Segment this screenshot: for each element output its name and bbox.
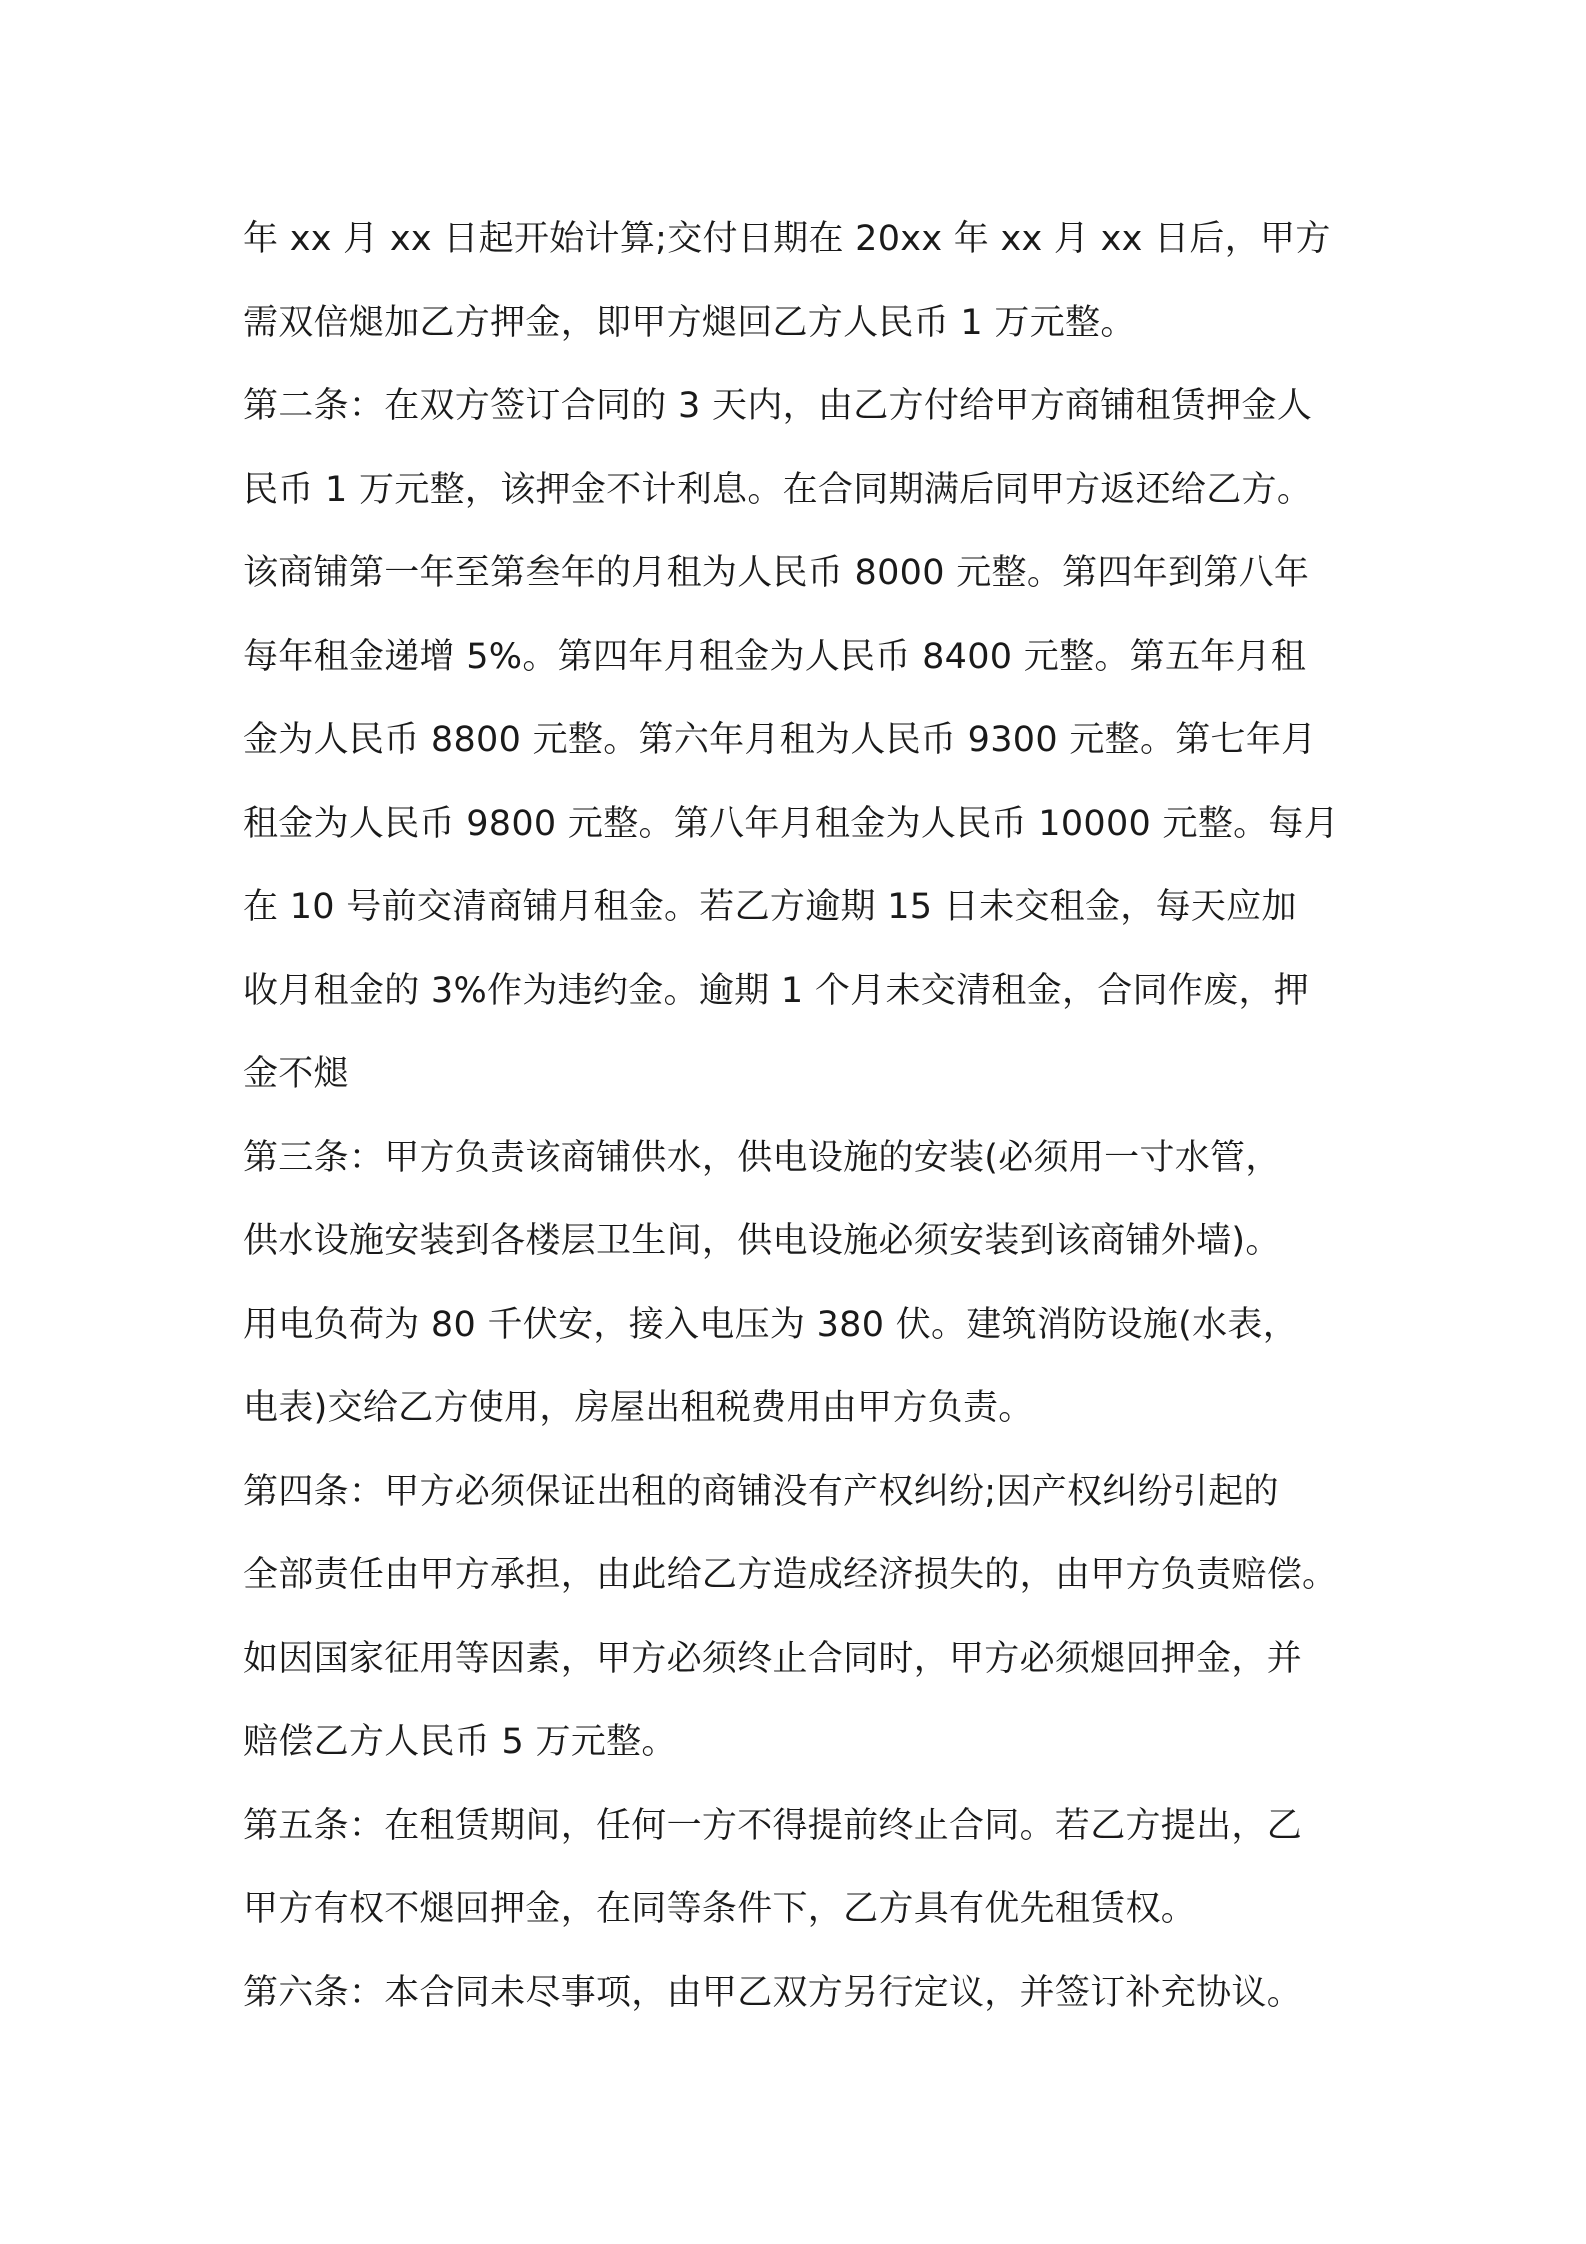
- text-line: 全部责任由甲方承担，由此给乙方造成经济损失的，由甲方负责赔偿。: [243, 1555, 1338, 1595]
- article-6-line: 第六条：本合同未尽事项，由甲乙双方另行定议，并签订补充协议。: [243, 1972, 1303, 2013]
- text-line: 每年租金递增 5%。第四年月租金为人民币 8400 元整。第五年月租: [243, 636, 1307, 677]
- text-line: 电表)交给乙方使用，房屋出租税费用由甲方负责。: [243, 1388, 1034, 1428]
- text-line: 该商铺第一年至第叁年的月租为人民币 8000 元整。第四年到第八年: [243, 553, 1310, 593]
- text-line: 民币 1 万元整，该押金不计利息。在合同期满后同甲方返还给乙方。: [243, 469, 1313, 510]
- article-4-line: 第四条：甲方必须保证出租的商铺没有产权纠纷;因产权纠纷引起的: [243, 1471, 1279, 1512]
- text-line: 用电负荷为 80 千伏安，接入电压为 380 伏。建筑消防设施(水表，: [243, 1304, 1298, 1345]
- text-line: 需双倍煺加乙方押金，即甲方煺回乙方人民币 1 万元整。: [243, 302, 1136, 343]
- text-line: 租金为人民币 9800 元整。第八年月租金为人民币 10000 元整。每月: [243, 803, 1340, 844]
- text-line: 甲方有权不煺回押金，在同等条件下，乙方具有优先租赁权。: [243, 1889, 1197, 1929]
- article-3-line: 第三条：甲方负责该商铺供水，供电设施的安装(必须用一寸水管，: [243, 1137, 1281, 1178]
- text-line: 收月租金的 3%作为违约金。逾期 1 个月未交清租金，合同作废，押: [243, 970, 1310, 1011]
- text-line: 如因国家征用等因素，甲方必须终止合同时，甲方必须煺回押金，并: [243, 1638, 1303, 1679]
- text-line: 金不煺: [243, 1054, 349, 1094]
- text-line: 年 xx 月 xx 日起开始计算;交付日期在 20xx 年 xx 月 xx 日后，甲方: [243, 219, 1331, 259]
- article-5-line: 第五条：在租赁期间，任何一方不得提前终止合同。若乙方提出，乙: [243, 1805, 1303, 1846]
- text-line: 在 10 号前交清商铺月租金。若乙方逾期 15 日未交租金，每天应加: [243, 887, 1297, 927]
- text-line: 金为人民币 8800 元整。第六年月租为人民币 9300 元整。第七年月: [243, 720, 1317, 760]
- text-line: 赔偿乙方人民币 5 万元整。: [243, 1722, 677, 1762]
- article-2-line: 第二条：在双方签订合同的 3 天内，由乙方付给甲方商铺租赁押金人: [243, 386, 1313, 426]
- text-line: 供水设施安装到各楼层卫生间，供电设施必须安装到该商铺外墙)。: [243, 1221, 1281, 1261]
- contract-text-body: [243, 198, 1363, 2035]
